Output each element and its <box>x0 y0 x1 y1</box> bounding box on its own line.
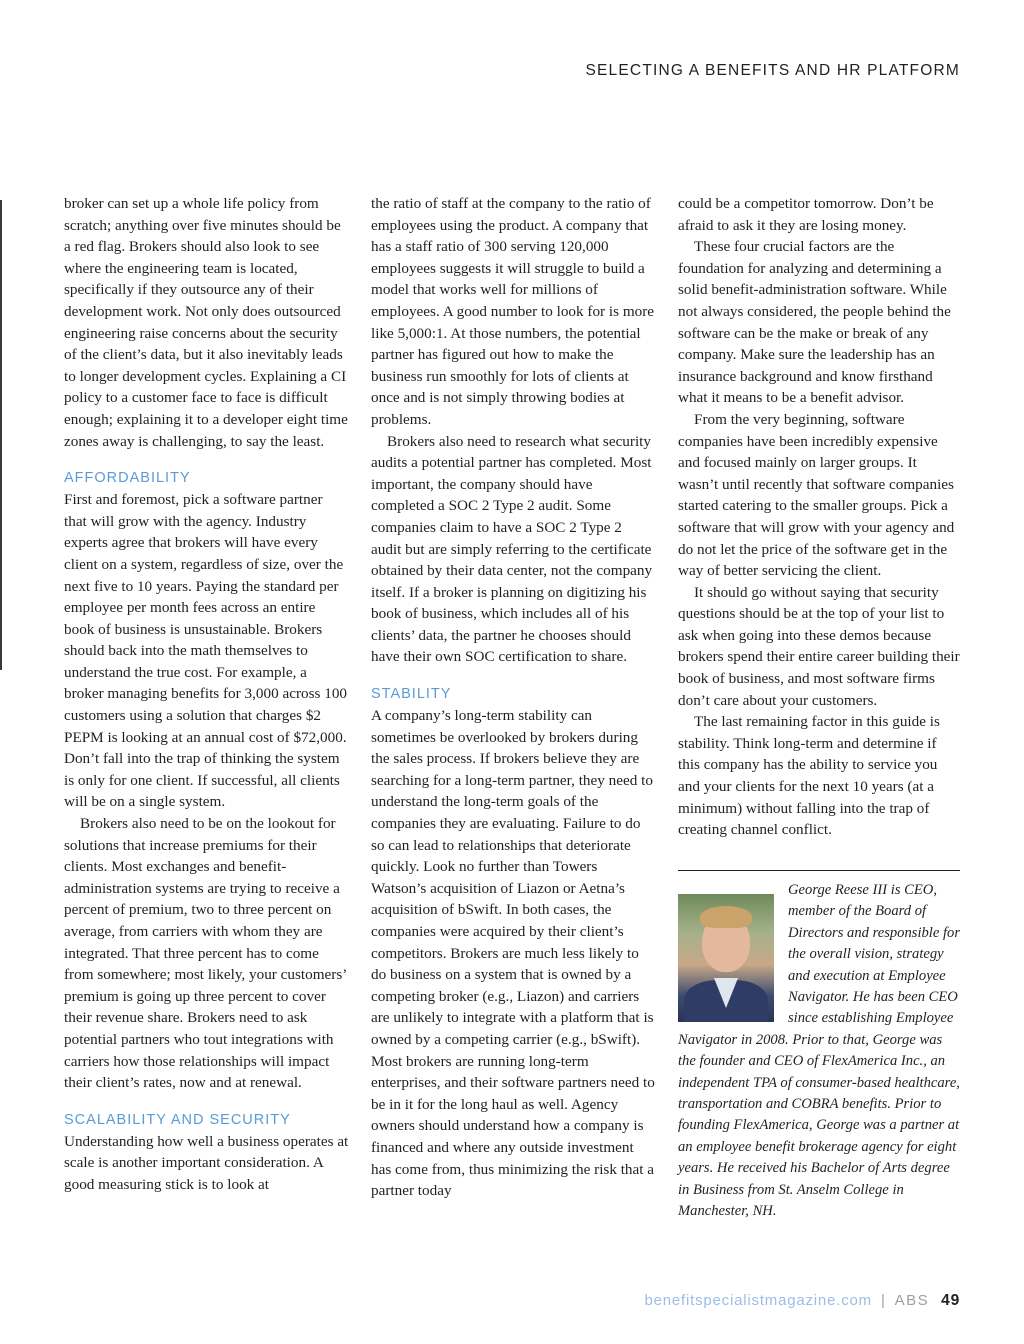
paragraph: First and foremost, pick a software partner that will grow with the agency. Industry experts agree that brokers will have every client on a system, regardless of size, over the next five to 10 years. Paying the standard per employee per month fees across an entire book of business is unsustainable. Brokers should back into the math themselves to understand the true cost. For example, a broker managing benefits for 3,000 across 100 customers using a solution that charges $2 PEPM is looking at an annual cost of $72,000. Don’t fall into the trap of thinking the system is only for one client. If successful, all clients will be on a single system. <box>64 491 348 811</box>
running-header: SELECTING A BENEFITS AND HR PLATFORM <box>585 62 960 79</box>
section-heading-affordability: AFFORDABILITY <box>64 470 191 487</box>
footer-magazine-name: ABS <box>894 1292 930 1309</box>
paragraph: It should go without saying that security questions should be at the top of your list to ask when going into these demos because brokers spend their entire career building their book of business, and most software firms don’t care about your customers. <box>678 583 960 709</box>
column-1 <box>64 193 349 1196</box>
author-bio <box>678 880 960 1223</box>
column-3 <box>678 193 960 841</box>
section-heading-stability: STABILITY <box>371 686 452 703</box>
footer-website-link[interactable]: benefitspecialistmagazine.com <box>644 1292 872 1309</box>
paragraph: A company’s long-term stability can sometimes be overlooked by brokers during the sales process. If brokers believe they are searching for a long-term partner, they need to understand the long-term goals of the companies they are evaluating. Failure to do so can lead to relationships that deteriorate quickly. Look no further than Towers Watson’s acquisition of Liazon or Aetna’s acquisition of bSwift. In both cases, the companies were acquired by their client’s competitors. Brokers are much less likely to do business on a system that is owned by a competing broker (e.g., Liazon) and carriers are unlikely to integrate with a platform that is owned by a competing carrier (e.g., bSwift). Most brokers are running long-term enterprises, and their software partners need to be in it for the long haul as well. Agency owners should understand how a company is financed and where any outside investment has come from, thus minimizing the risk that a partner today <box>371 707 655 1200</box>
page-number: 49 <box>941 1292 960 1309</box>
paragraph: The last remaining factor in this guide is stability. Think long-term and determine if this company has the ability to service you and your clients for the next 10 years (at a minimum) without falling into the trap of creating channel conflict. <box>678 713 940 839</box>
paragraph: Understanding how well a business operates at scale is another important consideration. A good measuring stick is to look at <box>64 1132 349 1193</box>
paragraph: From the very beginning, software companies have been incredibly expensive and focused mainly on larger groups. It wasn’t until recently that software companies started catering to the smaller groups. Pick a software that will grow with your agency and do not let the price of the software get in the way of better servicing the client. <box>678 410 955 580</box>
page-edge-rule <box>0 200 2 670</box>
author-photo <box>678 894 774 1022</box>
footer-separator: | <box>880 1292 886 1309</box>
section-heading-scalability: SCALABILITY AND SECURITY <box>64 1111 291 1128</box>
paragraph: could be a competitor tomorrow. Don’t be afraid to ask it they are losing money. <box>678 195 934 234</box>
page-footer <box>644 1292 960 1310</box>
paragraph: These four crucial factors are the foundation for analyzing and determining a solid benefit-administration software. While not always considered, the people behind the software can be the make or break of any company. Make sure the leadership has an insurance background and know firsthand what it means to be a benefit advisor. <box>678 238 951 407</box>
column-2 <box>371 193 656 1202</box>
paragraph: Brokers also need to research what security audits a potential partner has completed. Most important, the company should have completed a SOC 2 Type 2 audit. Some companies claim to have a SOC 2 Type 2 audit but are simply referring to the certificate obtained by their data center, not the company itself. If a broker is planning on digitizing his book of business, which includes all of his clients’ data, the partner he chooses should have their own SOC certification to share. <box>371 432 653 666</box>
author-bio-text: George Reese III is CEO, member of the Board of Directors and responsible for the overall vision, strategy and execution at Employee Navigator. He has been CEO since establishing Employee Navigator in 2008. Prior to that, George was the founder and CEO of FlexAmerica Inc., an independent TPA of consumer-based healthcare, transportation and COBRA benefits. Prior to founding FlexAmerica, George was a partner at an employee benefit brokerage agency for eight years. He received his Bachelor of Arts degree in Business from St. Anselm College in Manchester, NH. <box>678 882 961 1220</box>
bio-divider <box>678 870 960 871</box>
paragraph: broker can set up a whole life policy from scratch; anything over five minutes should be a red flag. Brokers should also look to see where the engineering team is located, specifically if they outsource any of their development work. Not only does outsourced engineering raise concerns about the security of the client’s data, but it also inevitably leads to longer development cycles. Explaining a CI policy to a customer face to face is difficult enough; explaining it to a developer eight time zones away is challenging, to say the least. <box>64 195 348 450</box>
paragraph: Brokers also need to be on the lookout for solutions that increase premiums for their clients. Most exchanges and benefit-administration systems are trying to receive a percent of premium, two to three percent on average, from carriers with whom they are integrated. That three percent has to come from somewhere; most likely, your customers’ premium is going up three percent to cover their revenue share. Brokers need to ask potential partners who tout integrations with carriers how those relationships will impact their client’s rates, now and at renewal. <box>64 815 347 1092</box>
paragraph: the ratio of staff at the company to the ratio of employees using the product. A company that has a staff ratio of 300 serving 120,000 employees suggests it will struggle to build a model that works well for millions of employees. A good number to look for is more like 5,000:1. At those numbers, the potential partner has figured out how to make the business run smoothly for lots of clients at once and is not simply throwing bodies at problems. <box>371 195 655 428</box>
